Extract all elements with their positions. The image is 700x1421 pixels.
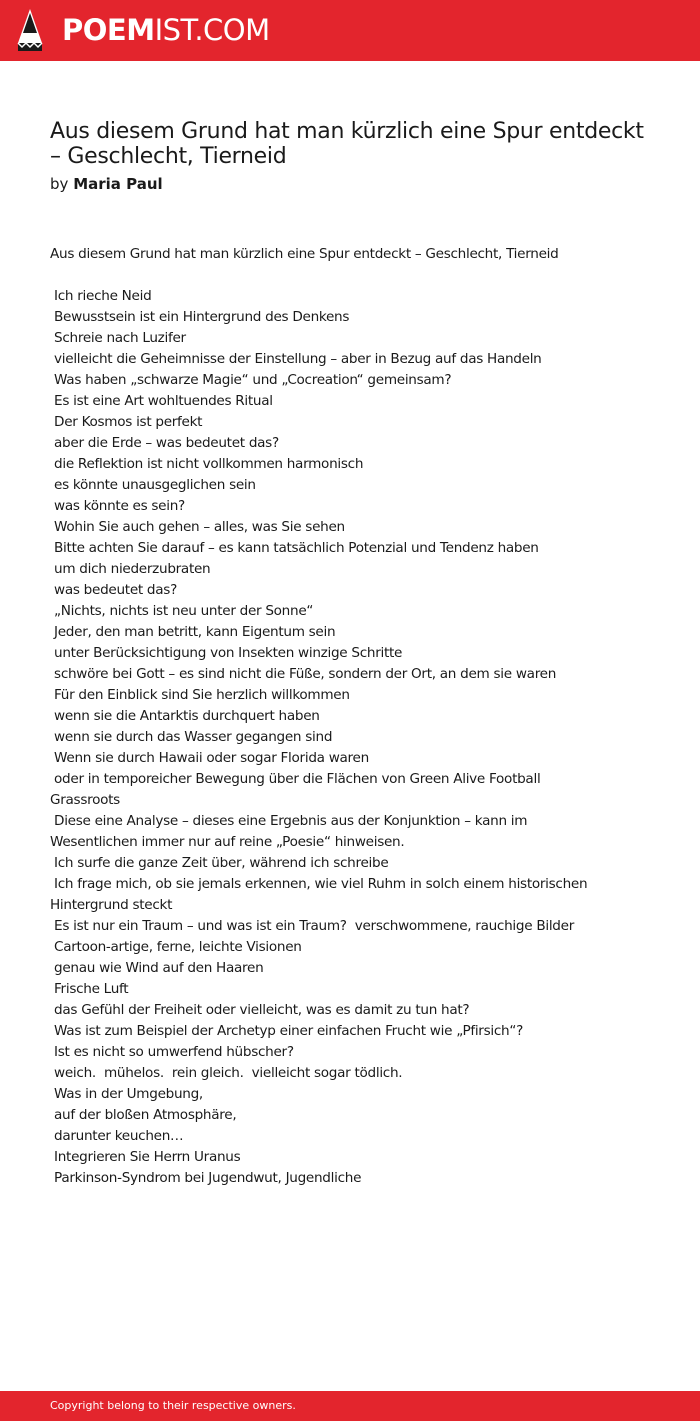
poem-line: was bedeutet das? bbox=[50, 582, 177, 598]
poem-line: darunter keuchen… bbox=[50, 1128, 184, 1144]
site-footer bbox=[0, 1391, 700, 1421]
poem-line: Was haben „schwarze Magie“ und „Cocreation“ gemeinsam? bbox=[50, 372, 452, 388]
poem-line: Für den Einblick sind Sie herzlich willkommen bbox=[50, 687, 350, 703]
poem-line: Bitte achten Sie darauf – es kann tatsächlich Potenzial und Tendenz haben bbox=[50, 540, 539, 556]
poem-line: auf der bloßen Atmosphäre, bbox=[50, 1107, 237, 1123]
poem-line: die Reflektion ist nicht vollkommen harmonisch bbox=[50, 456, 364, 472]
poem-line: um dich niederzubraten bbox=[50, 561, 211, 577]
poem-line: Cartoon-artige, ferne, leichte Visionen bbox=[50, 939, 302, 955]
poem-line: wenn sie die Antarktis durchquert haben bbox=[50, 708, 320, 724]
author-name[interactable]: Maria Paul bbox=[73, 175, 163, 193]
poem-line: vielleicht die Geheimnisse der Einstellung – aber in Bezug auf das Handeln bbox=[50, 351, 542, 367]
poem-line: Wohin Sie auch gehen – alles, was Sie sehen bbox=[50, 519, 345, 535]
poem-line: wenn sie durch das Wasser gegangen sind bbox=[50, 729, 333, 745]
byline bbox=[50, 174, 163, 194]
poem-line: Was ist zum Beispiel der Archetyp einer einfachen Frucht wie „Pfirsich“? bbox=[50, 1023, 524, 1039]
poem-line: oder in temporeicher Bewegung über die Flächen von Green Alive Football Grassroots bbox=[50, 771, 545, 808]
poem-line: „Nichts, nichts ist neu unter der Sonne“ bbox=[50, 603, 314, 619]
copyright-text: Copyright belong to their respective owners. bbox=[50, 1399, 296, 1412]
poem-line: Diese eine Analyse – dieses eine Ergebnis aus der Konjunktion – kann im Wesentlichen immer nur auf reine „Poesie“ hinweisen. bbox=[50, 813, 532, 850]
poem-line: es könnte unausgeglichen sein bbox=[50, 477, 256, 493]
site-logo[interactable] bbox=[62, 13, 270, 47]
poem-line: genau wie Wind auf den Haaren bbox=[50, 960, 264, 976]
poem-line: unter Berücksichtigung von Insekten winzige Schritte bbox=[50, 645, 403, 661]
poem-line: Ich rieche Neid bbox=[50, 288, 152, 304]
poem-line: Bewusstsein ist ein Hintergrund des Denkens bbox=[50, 309, 350, 325]
poem-line: Frische Luft bbox=[50, 981, 129, 997]
poem-line: Parkinson-Syndrom bei Jugendwut, Jugendliche bbox=[50, 1170, 362, 1186]
poem-line: Es ist eine Art wohltuendes Ritual bbox=[50, 393, 273, 409]
poem-line: Es ist nur ein Traum – und was ist ein Traum? verschwommene, rauchige Bilder bbox=[50, 918, 574, 934]
stanza-gap bbox=[50, 265, 590, 286]
by-label: by bbox=[50, 175, 69, 193]
poem-line: weich. mühelos. rein gleich. vielleicht sogar tödlich. bbox=[50, 1065, 403, 1081]
logo-light-text: IST.COM bbox=[154, 13, 270, 47]
poem-lines bbox=[50, 286, 590, 1189]
poem-line: Jeder, den man betritt, kann Eigentum sein bbox=[50, 624, 336, 640]
poem-intro: Aus diesem Grund hat man kürzlich eine Spur entdeckt – Geschlecht, Tierneid bbox=[50, 246, 559, 262]
poem-line: was könnte es sein? bbox=[50, 498, 185, 514]
poem-title: Aus diesem Grund hat man kürzlich eine Spur entdeckt – Geschlecht, Tierneid bbox=[50, 119, 644, 169]
poem-line: Wenn sie durch Hawaii oder sogar Florida waren bbox=[50, 750, 369, 766]
pencil-logo-icon[interactable] bbox=[17, 9, 43, 51]
logo-bold-text: POEM bbox=[62, 13, 155, 47]
poem-body bbox=[50, 244, 590, 1189]
poem-line: Ich frage mich, ob sie jemals erkennen, wie viel Ruhm in solch einem historischen Hintergrund steckt bbox=[50, 876, 592, 913]
poem-line: Ist es nicht so umwerfend hübscher? bbox=[50, 1044, 294, 1060]
poem-line: Der Kosmos ist perfekt bbox=[50, 414, 203, 430]
poem-line: schwöre bei Gott – es sind nicht die Füße, sondern der Ort, an dem sie waren bbox=[50, 666, 557, 682]
poem-line: aber die Erde – was bedeutet das? bbox=[50, 435, 279, 451]
poem-line: Schreie nach Luzifer bbox=[50, 330, 186, 346]
site-header bbox=[0, 0, 700, 61]
poem-line: Integrieren Sie Herrn Uranus bbox=[50, 1149, 241, 1165]
poem-line: Ich surfe die ganze Zeit über, während ich schreibe bbox=[50, 855, 389, 871]
poem-line: Was in der Umgebung, bbox=[50, 1086, 203, 1102]
poem-line: das Gefühl der Freiheit oder vielleicht, was es damit zu tun hat? bbox=[50, 1002, 470, 1018]
